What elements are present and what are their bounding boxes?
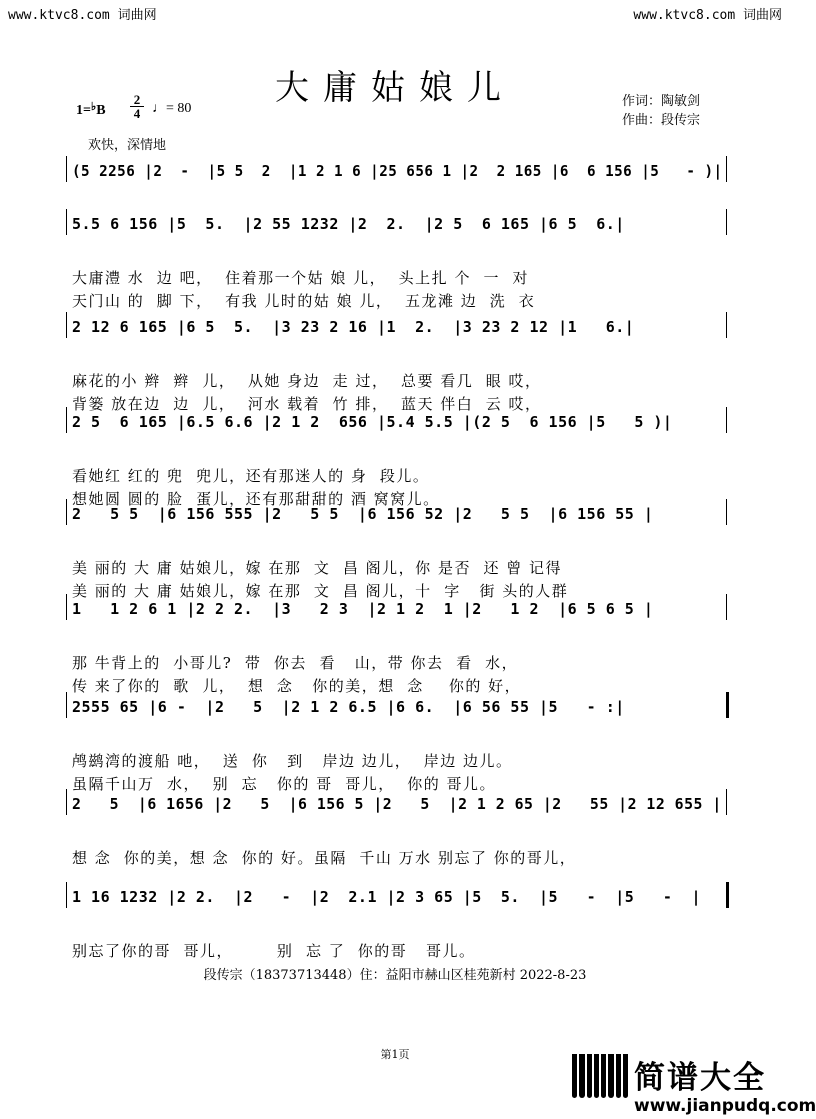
- barline: [66, 692, 67, 718]
- barline: [66, 594, 67, 620]
- barline: [726, 156, 727, 182]
- key-note: B: [96, 103, 106, 118]
- flat-symbol: ♭: [90, 101, 97, 113]
- music-line: 1 16 1232 |2 2. |2 - |2 2.1 |2 3 65 |5 5. |5 - |5 - |: [72, 888, 702, 906]
- time-bottom: 4: [130, 106, 144, 120]
- piano-keys-icon: [572, 1054, 628, 1098]
- barline: [66, 499, 67, 525]
- time-top: 2: [133, 92, 141, 107]
- lyric-line: 想 念 你的美，想 念 你的 好。虽隔 千山 万水 别忘了 你的哥儿，: [72, 849, 577, 867]
- barline: [66, 209, 67, 235]
- barline: [726, 594, 727, 620]
- tempo-marking: [152, 101, 191, 117]
- key-signature: [76, 100, 106, 119]
- signature-line: 段传宗（18373713448）住：益阳市赫山区桂苑新村 2022-8-23: [203, 968, 587, 983]
- music-line: 2 5 |6 1656 |2 5 |6 156 5 |2 5 |2 1 2 65 |2 55 |2 12 655 |: [72, 795, 722, 813]
- lyric-line: 美 丽的 大 庸 姑娘儿，嫁 在那 文 昌 阁儿，你 是否 还 曾 记得: [72, 559, 563, 577]
- music-line: 1 1 2 6 1 |2 2 2. |3 2 3 |2 1 2 1 |2 1 2 |6 5 6 5 |: [72, 600, 654, 618]
- barline: [726, 789, 727, 815]
- barline: [726, 312, 727, 338]
- barline: [66, 882, 67, 908]
- lyric-line: 麻花的小 辫 辫 儿， 从她 身边 走 过， 总要 看几 眼 哎，: [72, 372, 542, 390]
- credits: [622, 92, 700, 130]
- barline: [726, 209, 727, 235]
- expression-marking: 欢快，深情地: [88, 138, 167, 153]
- song-title: 大庸姑娘儿: [275, 68, 515, 108]
- barline: [66, 789, 67, 815]
- lyric-line: 大庸澧 水 边 吧， 住着那一个姑 娘 儿， 头上扎 个 一 对: [72, 269, 530, 287]
- site-label-right: www.ktvc8.com 词曲网: [633, 8, 782, 23]
- tempo-value: = 80: [166, 101, 192, 116]
- quarter-note-icon: ♩: [152, 101, 166, 116]
- music-line: (5 2256 |2 - |5 5 2 |1 2 1 6 |25 656 1 |2 2 165 |6 6 156 |5 - )|: [72, 162, 723, 180]
- music-line: 2555 65 |6 - |2 5 |2 1 2 6.5 |6 6. |6 56 55 |5 - :|: [72, 698, 625, 716]
- time-signature: [130, 93, 144, 120]
- site-label-left: www.ktvc8.com 词曲网: [8, 8, 157, 23]
- lyric-line: 虽隔千山万 水， 别 忘 你的 哥 哥儿， 你的 哥儿。: [72, 775, 497, 793]
- lyric-line: 美 丽的 大 庸 姑娘儿，嫁 在那 文 昌 阁儿，十 字 街 头的人群: [72, 582, 569, 600]
- barline: [66, 156, 67, 182]
- lyric-line: 别忘了你的哥 哥儿， 别 忘 了 你的哥 哥儿。: [72, 942, 476, 960]
- key-prefix: 1=: [76, 103, 91, 118]
- barline: [726, 499, 727, 525]
- barline: [66, 312, 67, 338]
- music-line: 2 12 6 165 |6 5 5. |3 23 2 16 |1 2. |3 23 2 12 |1 6.|: [72, 318, 635, 336]
- watermark-logo: [572, 1052, 816, 1116]
- music-line: 5.5 6 156 |5 5. |2 55 1232 |2 2. |2 5 6 165 |6 5 6.|: [72, 215, 625, 233]
- barline: [726, 407, 727, 433]
- lyricist: 作词：陶敏剑: [622, 94, 701, 109]
- lyric-line: 想她圆 圆的 脸 蛋儿，还有那甜甜的 酒 窝窝儿。: [72, 490, 440, 508]
- lyric-line: 看她红 红的 兜 兜儿，还有那迷人的 身 段儿。: [72, 467, 430, 485]
- watermark-url: www.jianpudq.com: [634, 1096, 816, 1116]
- composer: 作曲：段传宗: [622, 113, 701, 128]
- lyric-line: 那 牛背上的 小哥儿? 带 你去 看 山，带 你去 看 水，: [72, 654, 519, 672]
- lyric-line: 传 来了你的 歌 儿， 想 念 你的美，想 念 你的 好，: [72, 677, 522, 695]
- lyric-line: 天门山 的 脚 下， 有我 儿时的姑 娘 儿， 五龙滩 边 洗 衣: [72, 292, 536, 310]
- barline: [66, 407, 67, 433]
- music-line: 2 5 5 |6 156 555 |2 5 5 |6 156 52 |2 5 5 |6 156 55 |: [72, 505, 654, 523]
- barline: [726, 882, 729, 908]
- lyric-line: 鸬鹚湾的渡船 吔， 送 你 到 岸边 边儿， 岸边 边儿。: [72, 752, 513, 770]
- barline: [726, 692, 729, 718]
- music-line: 2 5 6 165 |6.5 6.6 |2 1 2 656 |5.4 5.5 |(2 5 6 156 |5 5 )|: [72, 413, 673, 431]
- watermark-brand: 简谱大全: [634, 1060, 766, 1096]
- page-number: 第1页: [380, 1048, 410, 1061]
- lyric-line: 背篓 放在边 边 儿， 河水 载着 竹 排， 蓝天 伴白 云 哎，: [72, 395, 542, 413]
